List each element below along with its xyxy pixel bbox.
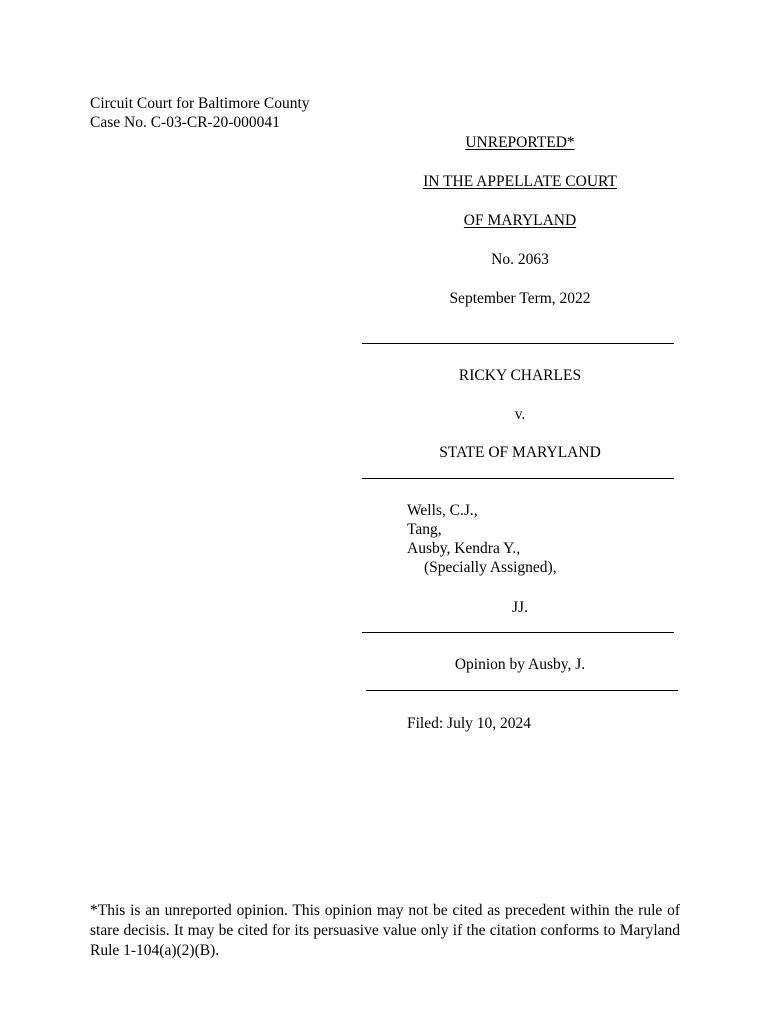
docket-number: No. 2063: [491, 251, 549, 268]
footnote: *This is an unreported opinion. This opinion may not be cited as precedent within the rule of stare decisis. It may be cited for its persuasive value only if the citation conforms to Maryland Rule 1-104(a)(2)(B).: [90, 902, 680, 959]
judge-panel: [407, 501, 557, 577]
divider-3: [362, 632, 674, 633]
case-number: Case No. C-03-CR-20-000041: [90, 114, 280, 131]
court-name-line-2: OF MARYLAND: [463, 212, 577, 229]
filed-date: Filed: July 10, 2024: [407, 715, 532, 732]
term: September Term, 2022: [449, 290, 591, 307]
divider-1: [362, 343, 674, 344]
appellee-name: STATE OF MARYLAND: [439, 444, 601, 461]
appellant-name: RICKY CHARLES: [458, 367, 582, 384]
versus: v.: [514, 406, 526, 423]
judge-note: (Specially Assigned),: [424, 559, 557, 576]
divider-2: [362, 478, 674, 479]
unreported-heading: UNREPORTED*: [465, 134, 575, 151]
divider-4: [366, 690, 678, 691]
judge-name: Wells, C.J.,: [407, 502, 478, 519]
judge-name: Tang,: [407, 521, 442, 538]
judges-suffix: JJ.: [512, 599, 528, 616]
trial-court-name: Circuit Court for Baltimore County: [90, 95, 310, 112]
judge-name: Ausby, Kendra Y.,: [407, 540, 521, 557]
opinion-author: Opinion by Ausby, J.: [454, 656, 586, 673]
court-name-line-1: IN THE APPELLATE COURT: [423, 173, 617, 190]
